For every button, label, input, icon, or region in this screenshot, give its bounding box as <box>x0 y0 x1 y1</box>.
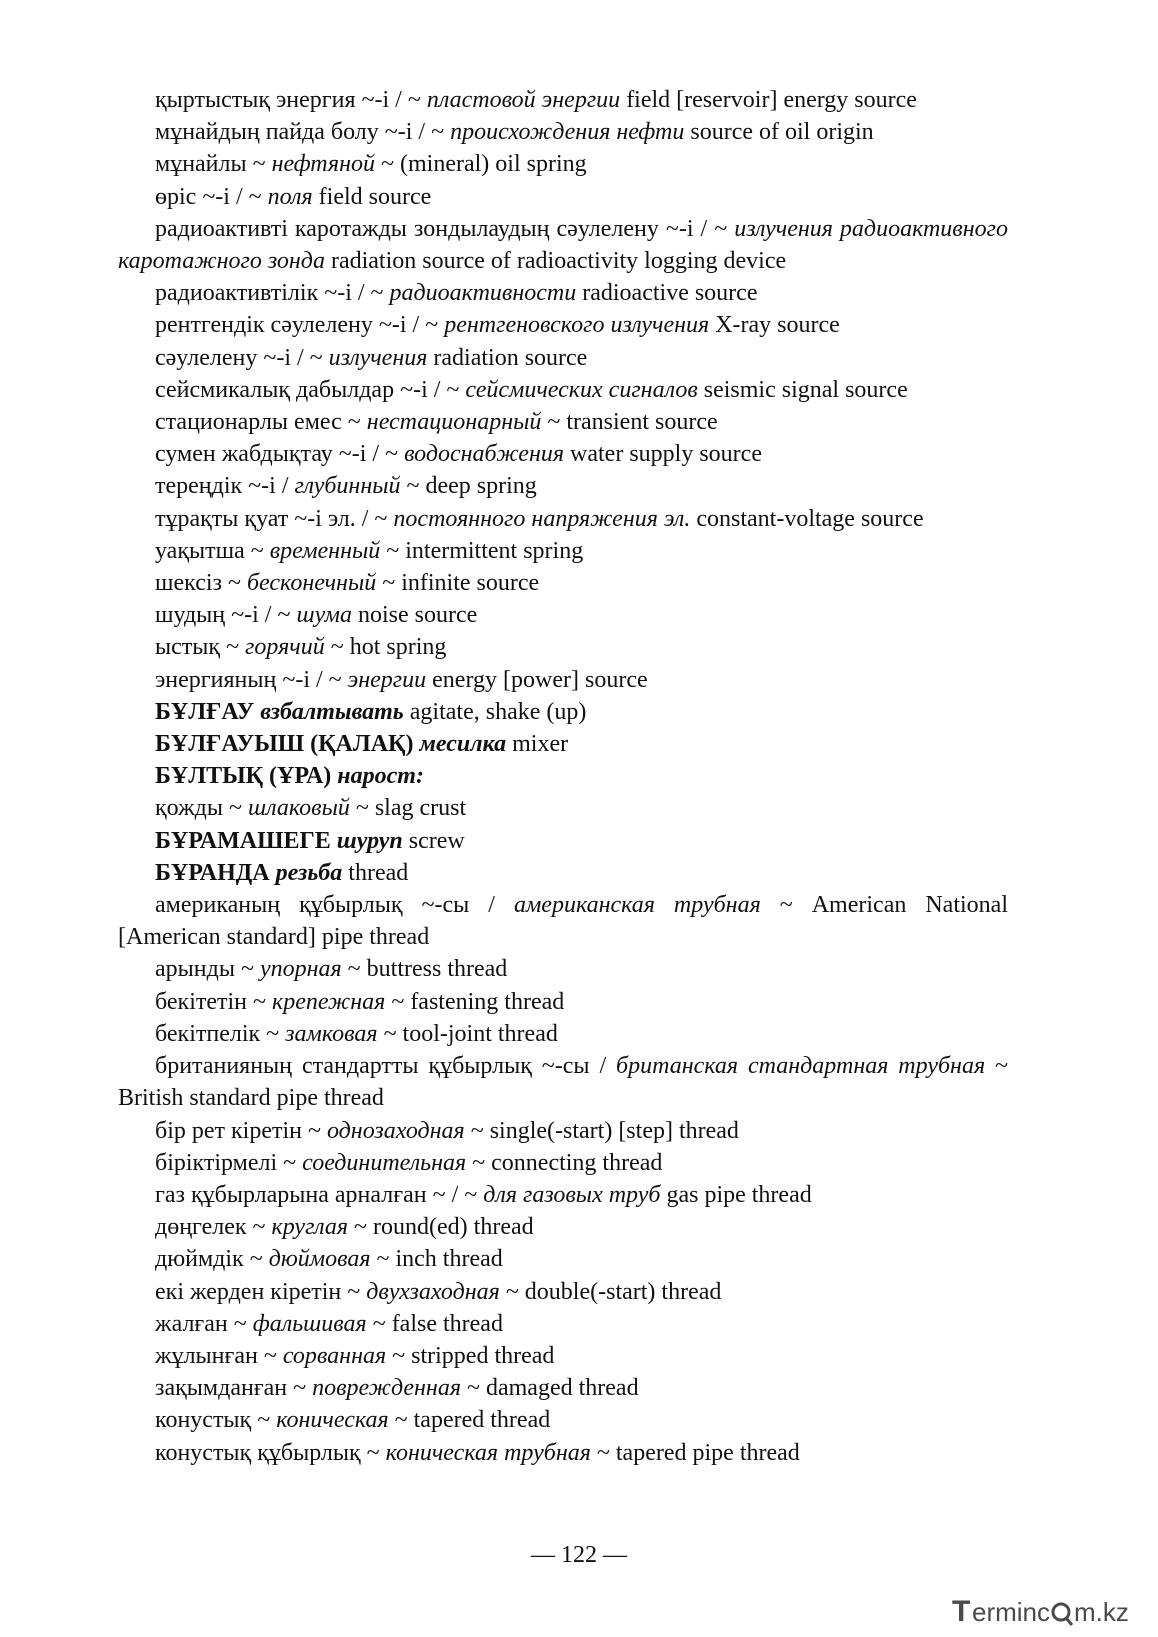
english-translation: ~ American National [American standard] pipe thread <box>118 892 1008 951</box>
english-translation: ~ tool-joint thread <box>377 1020 558 1047</box>
dictionary-entry <box>118 1437 1008 1469</box>
english-translation: agitate, shake (up) <box>403 698 587 725</box>
kazakh-term: мұнайлы ~ <box>155 151 272 178</box>
kazakh-term: өріс ~-і / ~ <box>155 183 268 210</box>
kazakh-term: дюймдік ~ <box>155 1246 269 1273</box>
english-translation: energy [power] source <box>426 666 648 693</box>
dictionary-entry <box>118 374 1008 406</box>
russian-term: нестационарный <box>366 409 542 436</box>
terminco-logo <box>948 1591 1148 1631</box>
dictionary-entry <box>118 1372 1008 1404</box>
kazakh-term: сейсмикалық дабылдар ~-і / ~ <box>155 376 466 403</box>
dictionary-entry <box>118 342 1008 374</box>
kazakh-term: рентгендік сәулелену ~-і / ~ <box>155 312 445 339</box>
headword-russian: взбалтывать <box>260 698 404 725</box>
english-translation: seismic signal source <box>697 376 908 403</box>
dictionary-entry <box>118 1276 1008 1308</box>
english-translation: ~ deep spring <box>400 473 537 500</box>
headword-kazakh: БҰЛҒАУ <box>155 698 261 725</box>
english-translation: ~ buttress thread <box>341 956 508 983</box>
kazakh-term: британияның стандартты құбырлық ~-сы / <box>155 1053 617 1080</box>
russian-term: соединительная <box>302 1149 467 1176</box>
russian-term: пластовой энергии <box>426 87 621 113</box>
english-translation: radioactive source <box>576 280 758 307</box>
headword-russian: нарост: <box>337 763 424 790</box>
headword-russian: месилка <box>419 731 507 758</box>
english-translation: radiation source of radioactivity logging device <box>324 248 787 275</box>
english-translation: ~ fastening thread <box>385 988 565 1015</box>
kazakh-term: жұлынған ~ <box>155 1342 283 1369</box>
logo-letter-t: T <box>952 1595 971 1628</box>
english-translation: source of oil origin <box>684 119 874 146</box>
headword-kazakh: БҰЛТЫҚ (ҰРА) <box>155 763 338 790</box>
dictionary-entry <box>118 1018 1008 1050</box>
english-translation: ~ double(-start) thread <box>499 1278 722 1305</box>
english-translation: ~ single(-start) [step] thread <box>464 1117 739 1144</box>
russian-term: энергии <box>347 666 427 693</box>
dictionary-entry <box>118 1308 1008 1340</box>
russian-term: замковая <box>285 1020 378 1047</box>
dictionary-entry <box>118 116 1008 148</box>
russian-term: поврежденная <box>312 1375 461 1402</box>
kazakh-term: тұрақты қуат ~-і эл. / ~ <box>155 505 394 532</box>
kazakh-term: конустық құбырлық ~ <box>155 1439 386 1466</box>
russian-term: постоянного напряжения эл. <box>393 505 691 532</box>
dictionary-entry <box>118 535 1008 567</box>
dictionary-entry <box>118 1147 1008 1179</box>
english-translation: mixer <box>506 731 569 758</box>
dictionary-entry <box>118 1179 1008 1211</box>
kazakh-term: радиоактивтілік ~-і / ~ <box>155 280 390 307</box>
dictionary-entry <box>118 438 1008 470</box>
kazakh-term: сумен жабдықтау ~-і / ~ <box>155 441 405 468</box>
russian-term: нефтяной <box>271 151 375 178</box>
english-translation: ~ (mineral) oil spring <box>375 151 587 178</box>
russian-term: глубинный <box>294 473 401 500</box>
english-translation: thread <box>342 859 409 886</box>
dictionary-entry <box>118 1243 1008 1275</box>
headword-kazakh: БҰЛҒАУЫШ (ҚАЛАҚ) <box>155 731 420 758</box>
russian-term: бесконечный <box>246 570 377 597</box>
russian-term: британская стандартная трубная <box>616 1053 986 1080</box>
kazakh-term: мұнайдың пайда болу ~-і / ~ <box>155 119 451 146</box>
english-translation: X-ray source <box>709 312 840 339</box>
kazakh-term: ыстық ~ <box>155 634 246 661</box>
dictionary-entry <box>118 1115 1008 1147</box>
dictionary-entry <box>118 406 1008 438</box>
kazakh-term: біріктірмелі ~ <box>155 1149 303 1176</box>
kazakh-term: екі жерден кіретін ~ <box>155 1278 367 1305</box>
russian-term: излучения <box>328 344 428 371</box>
kazakh-term: арынды ~ <box>155 956 260 983</box>
russian-term: фальшивая <box>252 1310 367 1337</box>
russian-term: происхождения нефти <box>450 119 685 146</box>
headword-russian: резьба <box>275 859 343 886</box>
dictionary-entry <box>118 696 1008 728</box>
russian-term: крепежная <box>272 988 386 1015</box>
kazakh-term: бір рет кіретін ~ <box>155 1117 327 1144</box>
logo-text-main: erminc <box>972 1597 1051 1627</box>
dictionary-entry <box>118 1404 1008 1436</box>
english-translation: radiation source <box>427 344 588 371</box>
english-translation: ~ damaged thread <box>461 1375 639 1402</box>
dictionary-entry <box>118 728 1008 760</box>
russian-term: временный <box>269 537 381 564</box>
english-translation: ~ transient source <box>541 409 718 436</box>
dictionary-entry <box>118 567 1008 599</box>
english-translation: noise source <box>351 602 478 629</box>
kazakh-term: қожды ~ <box>155 795 248 822</box>
dictionary-entry <box>118 84 1008 116</box>
english-translation: ~ tapered pipe thread <box>590 1439 800 1466</box>
kazakh-term: бекітетін ~ <box>155 988 272 1015</box>
dictionary-entry <box>118 986 1008 1018</box>
russian-term: шлаковый <box>247 795 350 822</box>
page-number: — 122 — <box>531 1542 627 1568</box>
kazakh-term: американың құбырлық ~-сы / <box>155 892 514 919</box>
kazakh-term: жалған ~ <box>155 1310 253 1337</box>
english-translation: field source <box>312 183 432 210</box>
russian-term: рентгеновского излучения <box>444 312 710 339</box>
kazakh-term: тереңдік ~-і / <box>155 473 295 500</box>
russian-term: для газовых труб <box>483 1181 661 1208</box>
russian-term: горячий <box>245 634 325 661</box>
dictionary-entry <box>118 181 1008 213</box>
english-translation: constant-voltage source <box>690 505 924 532</box>
kazakh-term: бекітпелік ~ <box>155 1020 286 1047</box>
russian-term: дюймовая <box>268 1246 371 1273</box>
dictionary-entry <box>118 213 1008 277</box>
russian-term: коническая <box>276 1407 389 1434</box>
russian-term: американская трубная <box>513 892 761 919</box>
headword-russian: шуруп <box>336 827 403 854</box>
russian-term: водоснабжения <box>404 441 565 468</box>
dictionary-entry <box>118 309 1008 341</box>
russian-term: двухзаходная <box>366 1278 500 1305</box>
english-translation: ~ stripped thread <box>386 1342 555 1369</box>
kazakh-term: радиоактивті каротажды зондылаудың сәулелену ~-і / ~ <box>155 215 735 242</box>
kazakh-term: шексіз ~ <box>155 570 247 597</box>
english-translation: ~ tapered thread <box>388 1407 551 1434</box>
kazakh-term: энергияның ~-і / ~ <box>155 666 348 693</box>
english-translation: ~ slag crust <box>349 795 467 822</box>
kazakh-term: газ құбырларына арналған ~ / ~ <box>155 1181 484 1208</box>
kazakh-term: шудың ~-і / ~ <box>155 602 297 629</box>
english-translation: ~ false thread <box>366 1310 503 1337</box>
english-translation: field [reservoir] energy source <box>620 87 917 113</box>
english-translation: ~ British standard pipe thread <box>118 1053 1009 1112</box>
logo-text-domain: m.kz <box>1074 1597 1129 1627</box>
russian-term: радиоактивности <box>389 280 577 307</box>
kazakh-term: уақытша ~ <box>155 537 270 564</box>
dictionary-entry <box>118 470 1008 502</box>
kazakh-term: сәулелену ~-і / ~ <box>155 344 329 371</box>
russian-term: излучения радиоактивного каротажного зонда <box>118 215 1008 275</box>
dictionary-entry <box>118 148 1008 180</box>
dictionary-entry <box>118 503 1008 535</box>
dictionary-entry <box>118 1211 1008 1243</box>
dictionary-entry <box>118 1340 1008 1372</box>
kazakh-term: дөңгелек ~ <box>155 1214 272 1241</box>
kazakh-term: қыртыстық энергия ~-і / ~ <box>155 87 427 113</box>
english-translation: ~ infinite source <box>376 570 540 597</box>
english-translation: water supply source <box>564 441 762 468</box>
dictionary-entry <box>118 1050 1008 1114</box>
dictionary-entry <box>118 277 1008 309</box>
headword-kazakh: БҰРАМАШЕГЕ <box>155 827 337 854</box>
english-translation: ~ hot spring <box>324 634 447 661</box>
russian-term: круглая <box>271 1214 349 1241</box>
dictionary-entry <box>118 953 1008 985</box>
english-translation: ~ connecting thread <box>466 1149 663 1176</box>
kazakh-term: стационарлы емес ~ <box>155 409 367 436</box>
headword-kazakh: БҰРАНДА <box>155 859 276 886</box>
dictionary-entry <box>118 599 1008 631</box>
russian-term: шума <box>296 602 352 629</box>
english-translation: ~ inch thread <box>370 1246 503 1273</box>
english-translation: ~ round(ed) thread <box>348 1214 534 1241</box>
english-translation: ~ intermittent spring <box>380 537 584 564</box>
russian-term: коническая трубная <box>385 1439 591 1466</box>
russian-term: сейсмических сигналов <box>465 376 698 403</box>
dictionary-entry <box>118 760 1008 792</box>
dictionary-entry <box>118 825 1008 857</box>
english-translation: screw <box>402 827 465 854</box>
kazakh-term: зақымданған ~ <box>155 1375 313 1402</box>
russian-term: поля <box>267 183 313 210</box>
kazakh-term: конустық ~ <box>155 1407 277 1434</box>
russian-term: упорная <box>259 956 342 983</box>
entry-list <box>118 84 1008 1469</box>
dictionary-entry <box>118 631 1008 663</box>
russian-term: однозаходная <box>326 1117 465 1144</box>
dictionary-entry <box>118 664 1008 696</box>
english-translation: gas pipe thread <box>660 1181 812 1208</box>
russian-term: сорванная <box>282 1342 387 1369</box>
dictionary-entry <box>118 792 1008 824</box>
dictionary-entry <box>118 889 1008 953</box>
dictionary-entry <box>118 857 1008 889</box>
